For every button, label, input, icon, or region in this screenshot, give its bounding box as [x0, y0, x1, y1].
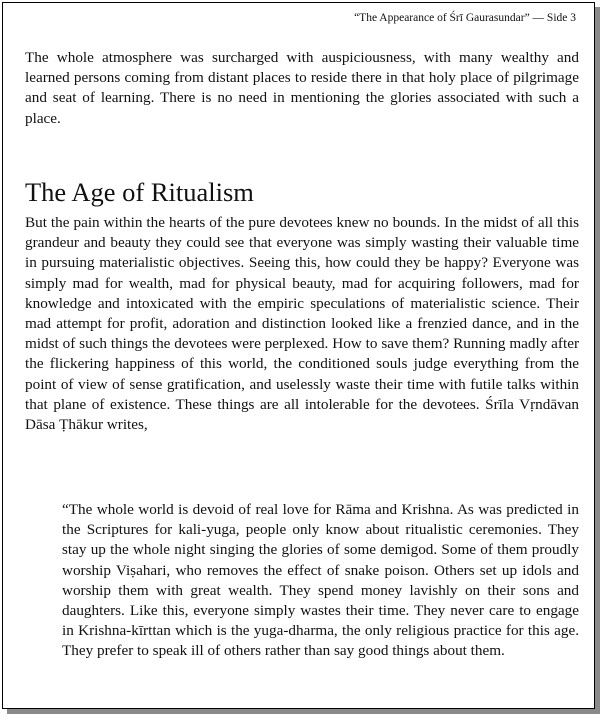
body-paragraph: But the pain within the hearts of the pure devotees knew no bounds. In the midst of all this grandeur and beauty they could see that everyone was simply wasting their valuable time in pursuing materialistic objectives. Seeing this, how could they be happy? Everyone was simply mad for wealth, mad for physical beauty, mad for acquiring followers, mad for knowledge and intoxicated with the empiric speculations of materialistic science. Their mad attempt for profit, adoration and distinction looked like a frenzied dance, and in the midst of such things the devotees were perplexed. How to save them? Running madly after the flickering happiness of this world, the conditioned souls judge everything from the point of view of sense gratification, and uselessly waste their time with futile talks within that plane of existence. These things are all intolerable for the devotees. Śrīla Vṛndāvan Dāsa Ṭhākur writes,	[25, 214, 579, 434]
block-quote: “The whole world is devoid of real love for Rāma and Krishna. As was predicted in the Scriptures for kali-yuga, people only know about ritualistic ceremonies. They stay up the whole night singing the glories of some demigod. Some of them proudly worship Viṣahari, who removes the effect of snake poison. Others set up idols and worship them with great wealth. They spend money lavishly on their sons and daughters. Like this, everyone simply wastes their time. They never care to engage in Krishna-kīrttan which is the yuga-dharma, the only religious practice for this age. They prefer to speak ill of others rather than say good things about them.	[62, 501, 579, 660]
running-header: “The Appearance of Śrī Gaurasundar” — Side 3	[354, 12, 576, 24]
intro-paragraph: The whole atmosphere was surcharged with auspiciousness, with many wealthy and learned persons coming from distant places to reside there in that holy place of pilgrimage and seat of learning. There is no need in mentioning the glories associated with such a place.	[25, 49, 579, 127]
document-page	[2, 2, 595, 709]
section-heading: The Age of Ritualism	[25, 177, 254, 207]
